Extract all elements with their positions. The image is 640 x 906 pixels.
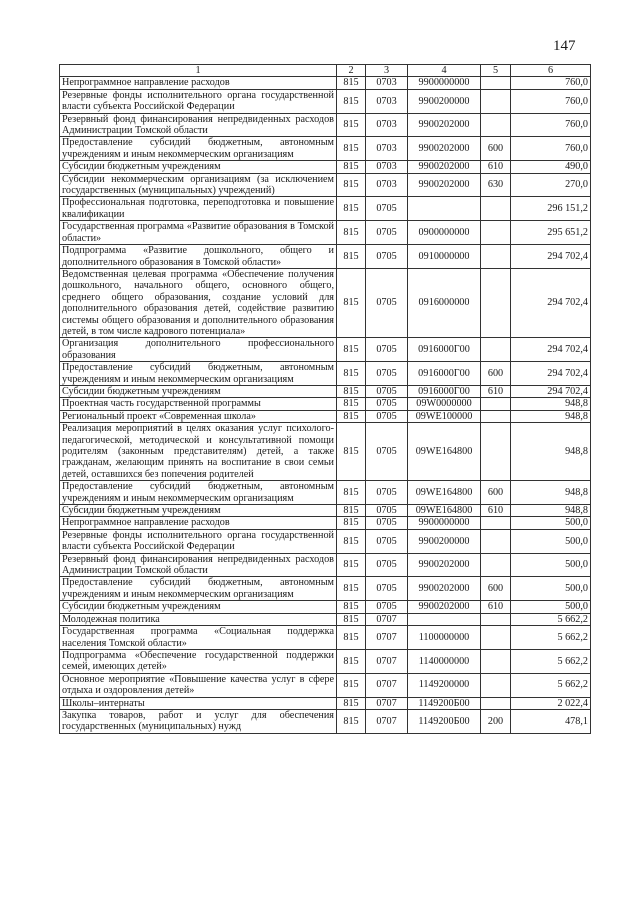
expense-name-cell: Профессиональная подготовка, переподготовка и повышение квалификации (60, 197, 337, 221)
expense-name-cell: Молодежная политика (60, 613, 337, 625)
table-row (60, 601, 591, 613)
header-cell: 1 (60, 65, 337, 77)
target-article-cell: 9900200000 (408, 89, 481, 113)
section-code-cell: 0703 (366, 113, 408, 137)
amount-cell: 478,1 (511, 709, 591, 733)
target-article-cell: 9900200000 (408, 529, 481, 553)
grbs-code-cell: 815 (337, 529, 366, 553)
target-article-cell: 09WE164800 (408, 423, 481, 481)
amount-cell: 294 702,4 (511, 362, 591, 386)
header-cell: 5 (481, 65, 511, 77)
grbs-code-cell: 815 (337, 481, 366, 505)
section-code-cell: 0703 (366, 161, 408, 173)
grbs-code-cell: 815 (337, 649, 366, 673)
target-article-cell: 9900202000 (408, 137, 481, 161)
target-article-cell: 9900202000 (408, 553, 481, 577)
page-number: 147 (553, 38, 576, 54)
section-code-cell: 0707 (366, 613, 408, 625)
section-code-cell: 0705 (366, 423, 408, 481)
target-article-cell: 1149200Б00 (408, 709, 481, 733)
expense-name-cell: Региональный проект «Современная школа» (60, 410, 337, 422)
expense-type-cell (481, 626, 511, 650)
table-row (60, 268, 591, 337)
expense-type-cell: 610 (481, 385, 511, 397)
table-header-row (60, 65, 591, 77)
section-code-cell: 0705 (366, 601, 408, 613)
amount-cell: 500,0 (511, 553, 591, 577)
expense-type-cell: 610 (481, 161, 511, 173)
section-code-cell: 0705 (366, 553, 408, 577)
table-row (60, 385, 591, 397)
expense-name-cell: Субсидии бюджетным учреждениям (60, 161, 337, 173)
table-row (60, 77, 591, 89)
table-row (60, 245, 591, 269)
expense-type-cell (481, 410, 511, 422)
section-code-cell: 0705 (366, 268, 408, 337)
section-code-cell: 0705 (366, 529, 408, 553)
expense-name-cell: Субсидии некоммерческим организациям (за исключением государственных (муниципальных) учреждений) (60, 173, 337, 197)
expense-name-cell: Субсидии бюджетным учреждениям (60, 601, 337, 613)
grbs-code-cell: 815 (337, 221, 366, 245)
section-code-cell: 0705 (366, 505, 408, 517)
section-code-cell: 0705 (366, 398, 408, 410)
amount-cell: 760,0 (511, 137, 591, 161)
table-row (60, 553, 591, 577)
grbs-code-cell: 815 (337, 410, 366, 422)
expense-name-cell: Предоставление субсидий бюджетным, автономным учреждениям и иным некоммерческим организациям (60, 577, 337, 601)
section-code-cell: 0707 (366, 649, 408, 673)
table-row (60, 481, 591, 505)
budget-table (59, 64, 591, 734)
expense-name-cell: Субсидии бюджетным учреждениям (60, 385, 337, 397)
table-row (60, 709, 591, 733)
table-row (60, 338, 591, 362)
expense-type-cell (481, 517, 511, 529)
table-row (60, 423, 591, 481)
grbs-code-cell: 815 (337, 268, 366, 337)
expense-type-cell (481, 529, 511, 553)
table-row (60, 577, 591, 601)
target-article-cell (408, 613, 481, 625)
table-row (60, 113, 591, 137)
expense-name-cell: Основное мероприятие «Повышение качества услуг в сфере отдыха и оздоровления детей» (60, 673, 337, 697)
section-code-cell: 0703 (366, 173, 408, 197)
target-article-cell: 9900202000 (408, 113, 481, 137)
expense-name-cell: Государственная программа «Развитие образования в Томской области» (60, 221, 337, 245)
table-row (60, 697, 591, 709)
expense-name-cell: Резервный фонд финансирования непредвиденных расходов Администрации Томской области (60, 113, 337, 137)
section-code-cell: 0705 (366, 481, 408, 505)
expense-name-cell: Резервный фонд финансирования непредвиденных расходов Администрации Томской области (60, 553, 337, 577)
section-code-cell: 0703 (366, 137, 408, 161)
target-article-cell: 09WE100000 (408, 410, 481, 422)
grbs-code-cell: 815 (337, 362, 366, 386)
expense-name-cell: Государственная программа «Социальная поддержка населения Томской области» (60, 626, 337, 650)
section-code-cell: 0705 (366, 221, 408, 245)
amount-cell: 500,0 (511, 601, 591, 613)
amount-cell: 270,0 (511, 173, 591, 197)
section-code-cell: 0705 (366, 385, 408, 397)
expense-name-cell: Проектная часть государственной программы (60, 398, 337, 410)
expense-type-cell (481, 423, 511, 481)
amount-cell: 948,8 (511, 481, 591, 505)
expense-name-cell: Непрограммное направление расходов (60, 77, 337, 89)
amount-cell: 948,8 (511, 423, 591, 481)
expense-name-cell: Предоставление субсидий бюджетным, автономным учреждениям и иным некоммерческим организациям (60, 481, 337, 505)
expense-name-cell: Ведомственная целевая программа «Обеспечение получения дошкольного, начального общего, основного общего, среднего общего образования, создание условий для дополнительного образования детей, содействие развитию системы общего образования и дополнительного образования детей, в том числе кадрового потенциала» (60, 268, 337, 337)
table-row (60, 137, 591, 161)
expense-type-cell: 610 (481, 601, 511, 613)
target-article-cell: 09WE164800 (408, 481, 481, 505)
grbs-code-cell: 815 (337, 161, 366, 173)
table-row (60, 161, 591, 173)
amount-cell: 5 662,2 (511, 613, 591, 625)
target-article-cell: 1100000000 (408, 626, 481, 650)
expense-type-cell: 200 (481, 709, 511, 733)
table-row (60, 221, 591, 245)
grbs-code-cell: 815 (337, 398, 366, 410)
expense-name-cell: Школы–интернаты (60, 697, 337, 709)
grbs-code-cell: 815 (337, 197, 366, 221)
header-cell: 4 (408, 65, 481, 77)
section-code-cell: 0707 (366, 626, 408, 650)
amount-cell: 294 702,4 (511, 268, 591, 337)
table-row (60, 673, 591, 697)
target-article-cell: 0900000000 (408, 221, 481, 245)
table-row (60, 517, 591, 529)
grbs-code-cell: 815 (337, 577, 366, 601)
table-row (60, 649, 591, 673)
amount-cell: 294 702,4 (511, 338, 591, 362)
expense-name-cell: Подпрограмма «Развитие дошкольного, общего и дополнительного образования в Томской области» (60, 245, 337, 269)
expense-name-cell: Предоставление субсидий бюджетным, автономным учреждениям и иным некоммерческим организациям (60, 362, 337, 386)
target-article-cell: 1140000000 (408, 649, 481, 673)
expense-type-cell: 600 (481, 137, 511, 161)
amount-cell: 5 662,2 (511, 673, 591, 697)
target-article-cell: 9900202000 (408, 577, 481, 601)
target-article-cell: 1149200000 (408, 673, 481, 697)
budget-table-body (60, 65, 591, 734)
grbs-code-cell: 815 (337, 613, 366, 625)
expense-type-cell (481, 77, 511, 89)
section-code-cell: 0705 (366, 197, 408, 221)
expense-name-cell: Организация дополнительного профессионального образования (60, 338, 337, 362)
grbs-code-cell: 815 (337, 89, 366, 113)
expense-type-cell: 600 (481, 577, 511, 601)
amount-cell: 760,0 (511, 89, 591, 113)
section-code-cell: 0703 (366, 89, 408, 113)
header-cell: 2 (337, 65, 366, 77)
grbs-code-cell: 815 (337, 553, 366, 577)
target-article-cell: 0916000Г00 (408, 385, 481, 397)
target-article-cell: 0916000Г00 (408, 362, 481, 386)
amount-cell: 294 702,4 (511, 245, 591, 269)
expense-type-cell (481, 649, 511, 673)
target-article-cell: 9900000000 (408, 77, 481, 89)
grbs-code-cell: 815 (337, 137, 366, 161)
amount-cell: 295 651,2 (511, 221, 591, 245)
expense-type-cell (481, 697, 511, 709)
section-code-cell: 0705 (366, 338, 408, 362)
amount-cell: 294 702,4 (511, 385, 591, 397)
grbs-code-cell: 815 (337, 77, 366, 89)
expense-type-cell (481, 268, 511, 337)
grbs-code-cell: 815 (337, 601, 366, 613)
expense-type-cell: 610 (481, 505, 511, 517)
grbs-code-cell: 815 (337, 626, 366, 650)
expense-name-cell: Закупка товаров, работ и услуг для обеспечения государственных (муниципальных) нужд (60, 709, 337, 733)
expense-type-cell: 630 (481, 173, 511, 197)
header-cell: 6 (511, 65, 591, 77)
target-article-cell: 0916000000 (408, 268, 481, 337)
target-article-cell: 09WE164800 (408, 505, 481, 517)
grbs-code-cell: 815 (337, 673, 366, 697)
expense-type-cell (481, 613, 511, 625)
amount-cell: 500,0 (511, 577, 591, 601)
grbs-code-cell: 815 (337, 423, 366, 481)
section-code-cell: 0707 (366, 697, 408, 709)
expense-type-cell (481, 553, 511, 577)
amount-cell: 948,8 (511, 398, 591, 410)
grbs-code-cell: 815 (337, 709, 366, 733)
grbs-code-cell: 815 (337, 245, 366, 269)
target-article-cell: 9900202000 (408, 173, 481, 197)
grbs-code-cell: 815 (337, 517, 366, 529)
grbs-code-cell: 815 (337, 505, 366, 517)
section-code-cell: 0707 (366, 709, 408, 733)
grbs-code-cell: 815 (337, 173, 366, 197)
expense-type-cell (481, 221, 511, 245)
section-code-cell: 0705 (366, 577, 408, 601)
amount-cell: 2 022,4 (511, 697, 591, 709)
table-row (60, 529, 591, 553)
section-code-cell: 0707 (366, 673, 408, 697)
target-article-cell: 09W0000000 (408, 398, 481, 410)
amount-cell: 760,0 (511, 113, 591, 137)
expense-type-cell (481, 338, 511, 362)
grbs-code-cell: 815 (337, 697, 366, 709)
amount-cell: 5 662,2 (511, 649, 591, 673)
table-row (60, 197, 591, 221)
target-article-cell (408, 197, 481, 221)
section-code-cell: 0703 (366, 77, 408, 89)
amount-cell: 490,0 (511, 161, 591, 173)
target-article-cell: 9900202000 (408, 601, 481, 613)
expense-name-cell: Реализация мероприятий в целях оказания услуг психолого-педагогической, методической и консультативной помощи родителям (законным представителям) детей, а также гражданам, желающим принять на воспитание в свои семьи детей, оставшихся без попечения родителей (60, 423, 337, 481)
amount-cell: 948,8 (511, 410, 591, 422)
section-code-cell: 0705 (366, 517, 408, 529)
table-row (60, 626, 591, 650)
table-row (60, 398, 591, 410)
section-code-cell: 0705 (366, 410, 408, 422)
table-row (60, 613, 591, 625)
expense-type-cell: 600 (481, 481, 511, 505)
amount-cell: 5 662,2 (511, 626, 591, 650)
table-row (60, 410, 591, 422)
table-row (60, 362, 591, 386)
section-code-cell: 0705 (366, 362, 408, 386)
expense-type-cell (481, 398, 511, 410)
expense-type-cell (481, 197, 511, 221)
expense-name-cell: Непрограммное направление расходов (60, 517, 337, 529)
header-cell: 3 (366, 65, 408, 77)
grbs-code-cell: 815 (337, 113, 366, 137)
amount-cell: 500,0 (511, 529, 591, 553)
expense-type-cell (481, 673, 511, 697)
expense-type-cell (481, 113, 511, 137)
expense-type-cell (481, 245, 511, 269)
target-article-cell: 0910000000 (408, 245, 481, 269)
grbs-code-cell: 815 (337, 385, 366, 397)
expense-name-cell: Подпрограмма «Обеспечение государственной поддержки семей, имеющих детей» (60, 649, 337, 673)
target-article-cell: 1149200Б00 (408, 697, 481, 709)
target-article-cell: 0916000Г00 (408, 338, 481, 362)
expense-type-cell: 600 (481, 362, 511, 386)
expense-type-cell (481, 89, 511, 113)
amount-cell: 296 151,2 (511, 197, 591, 221)
table-row (60, 89, 591, 113)
target-article-cell: 9900202000 (408, 161, 481, 173)
section-code-cell: 0705 (366, 245, 408, 269)
amount-cell: 948,8 (511, 505, 591, 517)
expense-name-cell: Резервные фонды исполнительного органа государственной власти субъекта Российской Федерации (60, 89, 337, 113)
expense-name-cell: Предоставление субсидий бюджетным, автономным учреждениям и иным некоммерческим организациям (60, 137, 337, 161)
amount-cell: 500,0 (511, 517, 591, 529)
amount-cell: 760,0 (511, 77, 591, 89)
grbs-code-cell: 815 (337, 338, 366, 362)
target-article-cell: 9900000000 (408, 517, 481, 529)
table-row (60, 173, 591, 197)
table-row (60, 505, 591, 517)
expense-name-cell: Субсидии бюджетным учреждениям (60, 505, 337, 517)
expense-name-cell: Резервные фонды исполнительного органа государственной власти субъекта Российской Федерации (60, 529, 337, 553)
